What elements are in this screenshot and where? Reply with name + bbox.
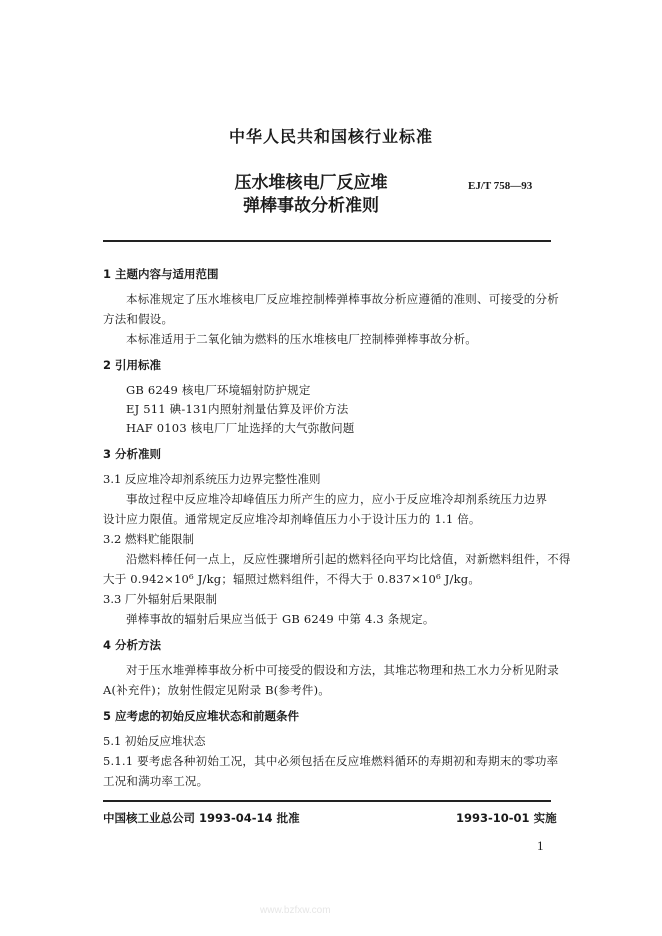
section-1-heading: 1 主题内容与适用范围 (103, 267, 219, 281)
watermark: www.bzfxw.com (260, 905, 331, 916)
implementation-date: 1993-10-01 实施 (456, 811, 557, 825)
section-3-1-line-2: 设计应力限值。通常规定反应堆冷却剂峰值压力小于设计压力的 1.1 倍。 (103, 512, 481, 526)
standard-category-title: 中华人民共和国核行业标准 (228, 127, 433, 146)
reference-item: EJ 511 碘-131内照射剂量估算及评价方法 (126, 402, 349, 416)
reference-item: HAF 0103 核电厂厂址选择的大气弥散问题 (126, 421, 355, 435)
section-3-3-line-1: 弹棒事故的辐射后果应当低于 GB 6249 中第 4.3 条规定。 (126, 612, 435, 626)
section-2-heading: 2 引用标准 (103, 358, 162, 372)
section-4-line-2: A(补充件)；放射性假定见附录 B(参考件)。 (103, 683, 330, 697)
page-number: 1 (537, 838, 544, 853)
document-title-line-1: 压水堆核电厂反应堆 (234, 173, 388, 193)
section-1-paragraph-2: 本标准适用于二氧化铀为燃料的压水堆核电厂控制棒弹棒事故分析。 (126, 332, 477, 346)
section-3-2-heading: 3.2 燃料贮能限制 (103, 532, 194, 546)
section-3-1-line-1: 事故过程中反应堆冷却峰值压力所产生的应力，应小于反应堆冷却剂系统压力边界 (126, 492, 548, 506)
section-1-paragraph-1-line-1: 本标准规定了压水堆核电厂反应堆控制棒弹棒事故分析应遵循的准则、可接受的分析 (126, 292, 559, 306)
section-5-1-1-line-2: 工况和满功率工况。 (103, 774, 209, 788)
section-5-1-1-line-1: 5.1.1 要考虑各种初始工况，其中必须包括在反应堆燃料循环的寿期初和寿期末的零功率 (103, 754, 559, 768)
section-3-1-heading: 3.1 反应堆冷却剂系统压力边界完整性准则 (103, 472, 321, 486)
document-title-line-2: 弹棒事故分析准则 (243, 196, 379, 216)
reference-item: GB 6249 核电厂环境辐射防护规定 (126, 383, 311, 397)
section-5-heading: 5 应考虑的初始反应堆状态和前题条件 (103, 709, 300, 723)
header-divider (103, 240, 551, 242)
section-1-paragraph-1-line-2: 方法和假设。 (103, 312, 174, 326)
section-5-1-heading: 5.1 初始反应堆状态 (103, 734, 206, 748)
section-3-2-line-2: 大于 0.942×10⁶ J/kg；辐照过燃料组件，不得大于 0.837×10⁶ J/kg。 (103, 572, 481, 586)
section-3-heading: 3 分析准则 (103, 447, 162, 461)
section-3-2-line-1: 沿燃料棒任何一点上，反应性骤增所引起的燃料径向平均比焓值，对新燃料组件，不得 (126, 552, 571, 566)
section-4-line-1: 对于压水堆弹棒事故分析中可接受的假设和方法，其堆芯物理和热工水力分析见附录 (126, 663, 559, 677)
section-3-3-heading: 3.3 厂外辐射后果限制 (103, 592, 217, 606)
standard-code: EJ/T 758—93 (468, 180, 533, 192)
footer-divider (103, 800, 551, 802)
approval-date: 中国核工业总公司 1993-04-14 批准 (103, 811, 300, 825)
section-4-heading: 4 分析方法 (103, 638, 162, 652)
